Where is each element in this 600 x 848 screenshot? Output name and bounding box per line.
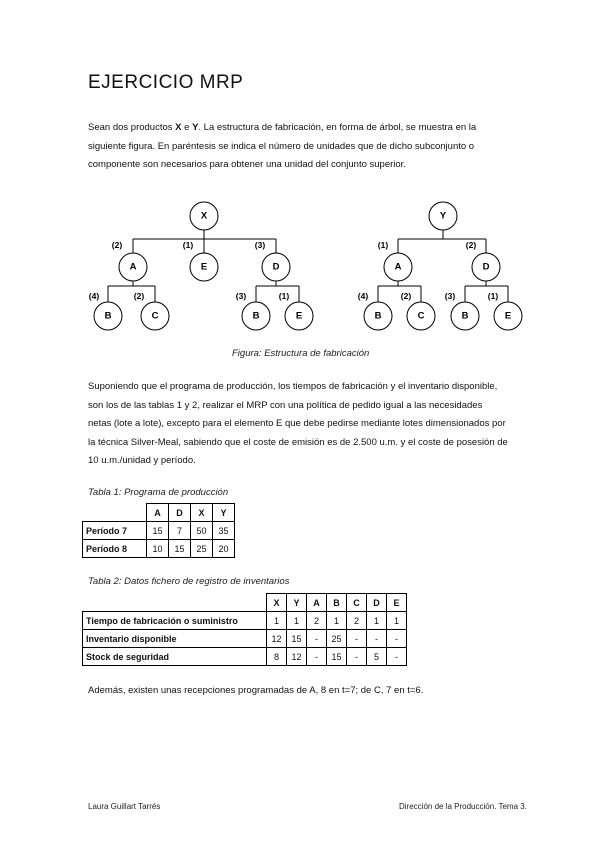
- scheduled-receipts-paragraph: Además, existen unas recepciones programadas de A, 8 en t=7; de C, 7 en t=6.: [88, 685, 424, 696]
- table-cell: 1: [267, 612, 287, 630]
- node-y-d-b: [451, 302, 479, 330]
- qty-x-a-c: (2): [133, 291, 145, 301]
- table-cell: 15: [287, 630, 307, 648]
- node-y-a-b: [364, 302, 392, 330]
- bom-tree-figure: [0, 190, 600, 340]
- qty-x-d-e: (1): [278, 291, 290, 301]
- intro-paragraph: Sean dos productos X e Y. La estructura de fabricación, en forma de árbol, se muestra en la siguiente figura. En paréntesis se indica el número de unidades que de dicho subconjunto o componente son necesarios para obtener una unidad del conjunto superior.: [88, 122, 477, 170]
- col-header: A: [307, 594, 327, 612]
- tree-y: [358, 202, 522, 330]
- qty-x-a: (2): [111, 240, 123, 250]
- node-x-a-b: [94, 302, 122, 330]
- svg-text:D: D: [482, 261, 490, 273]
- node-y-d: [472, 253, 500, 281]
- node-x-d-e: [285, 302, 313, 330]
- table-cell: 12: [267, 630, 287, 648]
- svg-text:B: B: [252, 310, 260, 322]
- figure-caption: Figura: Estructura de fabricación: [232, 348, 370, 359]
- node-x-a: [119, 253, 147, 281]
- row-header: Período 7: [83, 522, 147, 540]
- table-row: [83, 540, 235, 558]
- table-cell: 1: [367, 612, 387, 630]
- node-label: X: [200, 210, 208, 222]
- table-cell: 20: [213, 540, 235, 558]
- table2-caption: Tabla 2: Datos fichero de registro de inventarios: [88, 576, 290, 587]
- table-cell: 15: [147, 522, 169, 540]
- node-x-root: [190, 202, 218, 230]
- table-cell: 15: [169, 540, 191, 558]
- qty-x-d: (3): [254, 240, 266, 250]
- product-y-label: Y: [192, 122, 199, 133]
- table-cell: -: [307, 630, 327, 648]
- production-schedule-table: [82, 503, 235, 558]
- svg-text:B: B: [374, 310, 382, 322]
- problem-paragraph: Suponiendo que el programa de producción, los tiempos de fabricación y el inventario disponible, son los de las tablas 1 y 2, realizar el MRP con una política de pedido igual a las necesidades netas (lote a lote), excepto para el elemento E que debe pedirse mediante lotes dimensionados por la técnica Silver-Meal, sabiendo que el coste de emisión es de 2.500 u.m. y el coste de posesión de 10 u.m./unidad y período.: [88, 381, 508, 466]
- table-cell: -: [307, 648, 327, 666]
- col-header: D: [169, 504, 191, 522]
- col-header: Y: [287, 594, 307, 612]
- svg-text:E: E: [295, 310, 303, 322]
- col-header: A: [147, 504, 169, 522]
- table-cell: 8: [267, 648, 287, 666]
- table1-caption: Tabla 1: Programa de producción: [88, 487, 229, 498]
- table-cell: 50: [191, 522, 213, 540]
- row-header: Stock de seguridad: [83, 648, 267, 666]
- svg-text:E: E: [504, 310, 512, 322]
- table-row: [83, 648, 407, 666]
- node-y-root: [429, 202, 457, 230]
- node-x-d-b: [242, 302, 270, 330]
- table-cell: 1: [327, 612, 347, 630]
- col-header: E: [387, 594, 407, 612]
- table-cell: -: [367, 630, 387, 648]
- table-cell: 7: [169, 522, 191, 540]
- node-x-a-c: [141, 302, 169, 330]
- table-cell: 1: [287, 612, 307, 630]
- tree-x: [89, 202, 313, 330]
- col-header: Y: [213, 504, 235, 522]
- qty-y-d-b: (3): [444, 291, 456, 301]
- table-cell: 2: [307, 612, 327, 630]
- svg-text:D: D: [272, 261, 280, 273]
- node-x-d: [262, 253, 290, 281]
- table-cell: 12: [287, 648, 307, 666]
- inventory-records-table: [82, 593, 407, 666]
- col-header: X: [191, 504, 213, 522]
- table-row: [83, 630, 407, 648]
- col-header: C: [347, 594, 367, 612]
- qty-x-d-b: (3): [235, 291, 247, 301]
- qty-y-a: (1): [377, 240, 389, 250]
- col-header: D: [367, 594, 387, 612]
- qty-y-d-e: (1): [487, 291, 499, 301]
- table-cell: 10: [147, 540, 169, 558]
- product-x-label: X: [175, 122, 182, 133]
- qty-y-a-c: (2): [400, 291, 412, 301]
- table-header-row: [83, 594, 407, 612]
- table-cell: 5: [367, 648, 387, 666]
- table-cell: -: [387, 630, 407, 648]
- table-cell: 25: [191, 540, 213, 558]
- node-x-e: [190, 253, 218, 281]
- row-header: Tiempo de fabricación o suministro: [83, 612, 267, 630]
- table-cell: -: [387, 648, 407, 666]
- svg-text:A: A: [129, 261, 137, 273]
- qty-x-e: (1): [182, 240, 194, 250]
- node-y-a-c: [407, 302, 435, 330]
- row-header: Período 8: [83, 540, 147, 558]
- row-header: Inventario disponible: [83, 630, 267, 648]
- table-cell: -: [347, 648, 367, 666]
- svg-text:B: B: [104, 310, 112, 322]
- svg-text:C: C: [151, 310, 159, 322]
- table-cell: -: [347, 630, 367, 648]
- table-row: [83, 522, 235, 540]
- col-header: B: [327, 594, 347, 612]
- footer-course: Dirección de la Producción. Tema 3.: [399, 802, 527, 811]
- table-cell: 1: [387, 612, 407, 630]
- footer-author: Laura Guillart Tarrés: [88, 802, 161, 811]
- svg-text:Y: Y: [439, 210, 447, 222]
- svg-text:B: B: [461, 310, 469, 322]
- table-header-row: [83, 504, 235, 522]
- table-cell: 15: [327, 648, 347, 666]
- table-cell: 25: [327, 630, 347, 648]
- table-cell: 35: [213, 522, 235, 540]
- svg-text:A: A: [394, 261, 402, 273]
- node-y-a: [384, 253, 412, 281]
- qty-y-d: (2): [465, 240, 477, 250]
- qty-x-a-b: (4): [88, 291, 100, 301]
- table-cell: 2: [347, 612, 367, 630]
- svg-text:E: E: [200, 261, 208, 273]
- node-y-d-e: [494, 302, 522, 330]
- page-title: EJERCICIO MRP: [88, 72, 244, 93]
- col-header: X: [267, 594, 287, 612]
- table-row: [83, 612, 407, 630]
- svg-text:C: C: [417, 310, 425, 322]
- qty-y-a-b: (4): [357, 291, 369, 301]
